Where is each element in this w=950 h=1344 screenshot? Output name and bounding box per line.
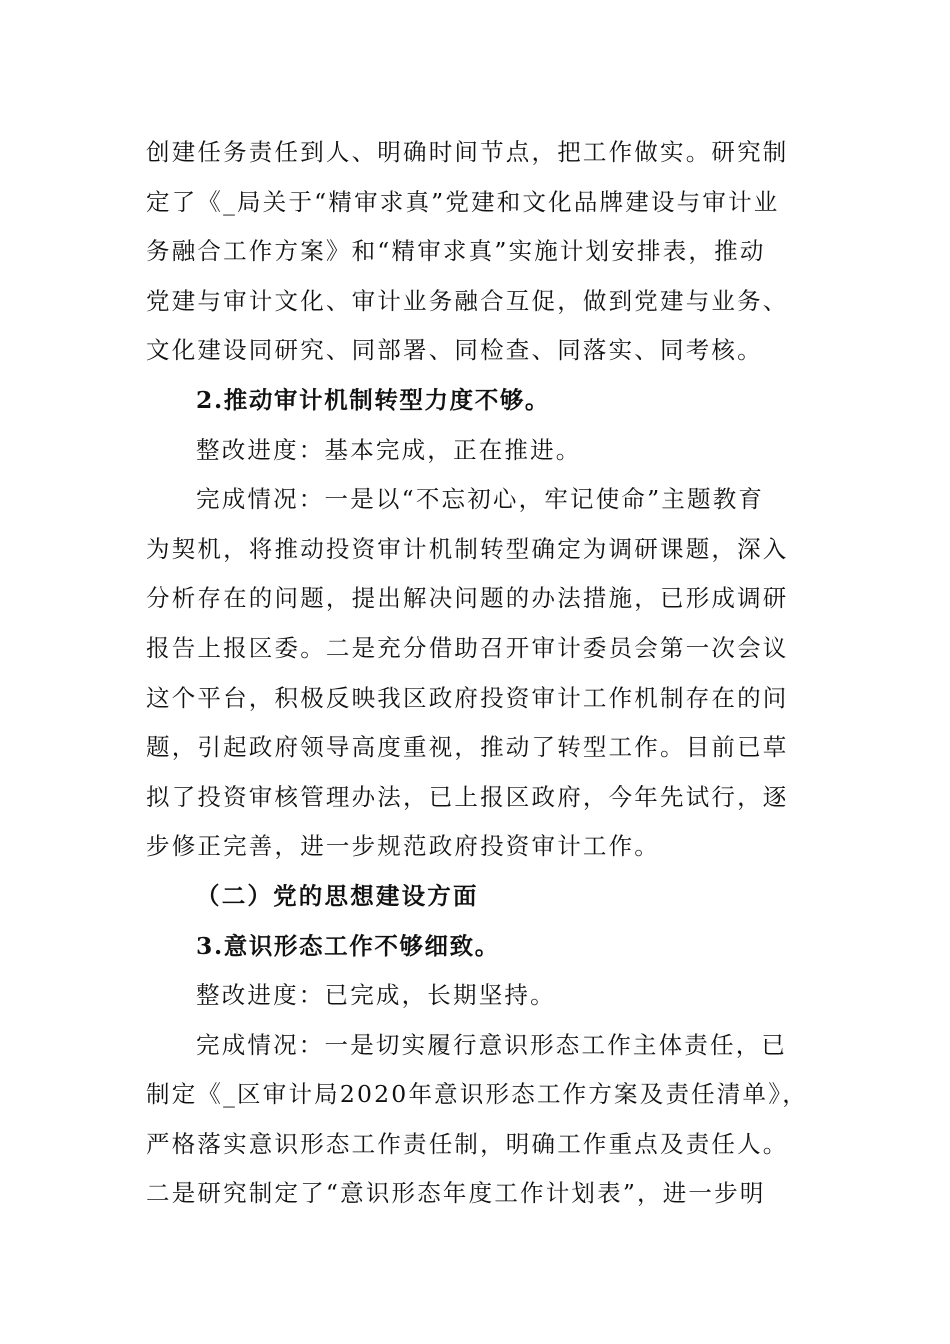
paragraph-line: 完成情况：一是以“不忘初心，牢记使命”主题教育	[196, 485, 765, 514]
paragraph-line: 二是研究制定了“意识形态年度工作计划表”，进一步明	[146, 1179, 766, 1208]
paragraph-line: 拟了投资审核管理办法，已上报区政府，今年先试行，逐	[146, 782, 789, 811]
section-2-title: （二）党的思想建设方面	[196, 881, 479, 910]
paragraph-line: 创建任务责任到人、明确时间节点，把工作做实。研究制	[146, 138, 789, 166]
paragraph-line: 党建与审计文化、审计业务融合互促，做到党建与业务、	[146, 286, 789, 315]
document-body	[146, 128, 811, 1219]
paragraph-line: 题，引起政府领导高度重视，推动了转型工作。目前已草	[146, 733, 789, 762]
paragraph-line: 文化建设同研究、同部署、同检查、同落实、同考核。	[146, 336, 763, 365]
item-2-progress: 整改进度：基本完成，正在推进。	[196, 435, 582, 464]
item-2-title: 2.推动审计机制转型力度不够。	[196, 385, 551, 414]
item-3-progress: 整改进度：已完成，长期坚持。	[196, 981, 556, 1010]
paragraph-line: 分析存在的问题，提出解决问题的办法措施，已形成调研	[146, 584, 789, 613]
paragraph-line: 定了《_局关于“精审求真”党建和文化品牌建设与审计业	[146, 187, 780, 216]
paragraph-line: 制定《_区审计局2020年意识形态工作方案及责任清单》，	[146, 1080, 808, 1109]
paragraph-line: 为契机，将推动投资审计机制转型确定为调研课题，深入	[146, 534, 789, 563]
paragraph-line: 严格落实意识形态工作责任制，明确工作重点及责任人。	[146, 1129, 789, 1158]
paragraph-line: 务融合工作方案》和“精审求真”实施计划安排表，推动	[146, 237, 766, 266]
item-3-title: 3.意识形态工作不够细致。	[196, 931, 500, 960]
paragraph-line: 报告上报区委。二是充分借助召开审计委员会第一次会议	[146, 633, 789, 662]
paragraph-line: 完成情况：一是切实履行意识形态工作主体责任，已	[196, 1030, 788, 1059]
paragraph-line: 这个平台，积极反映我区政府投资审计工作机制存在的问	[146, 683, 789, 712]
paragraph-line: 步修正完善，进一步规范政府投资审计工作。	[146, 832, 660, 861]
